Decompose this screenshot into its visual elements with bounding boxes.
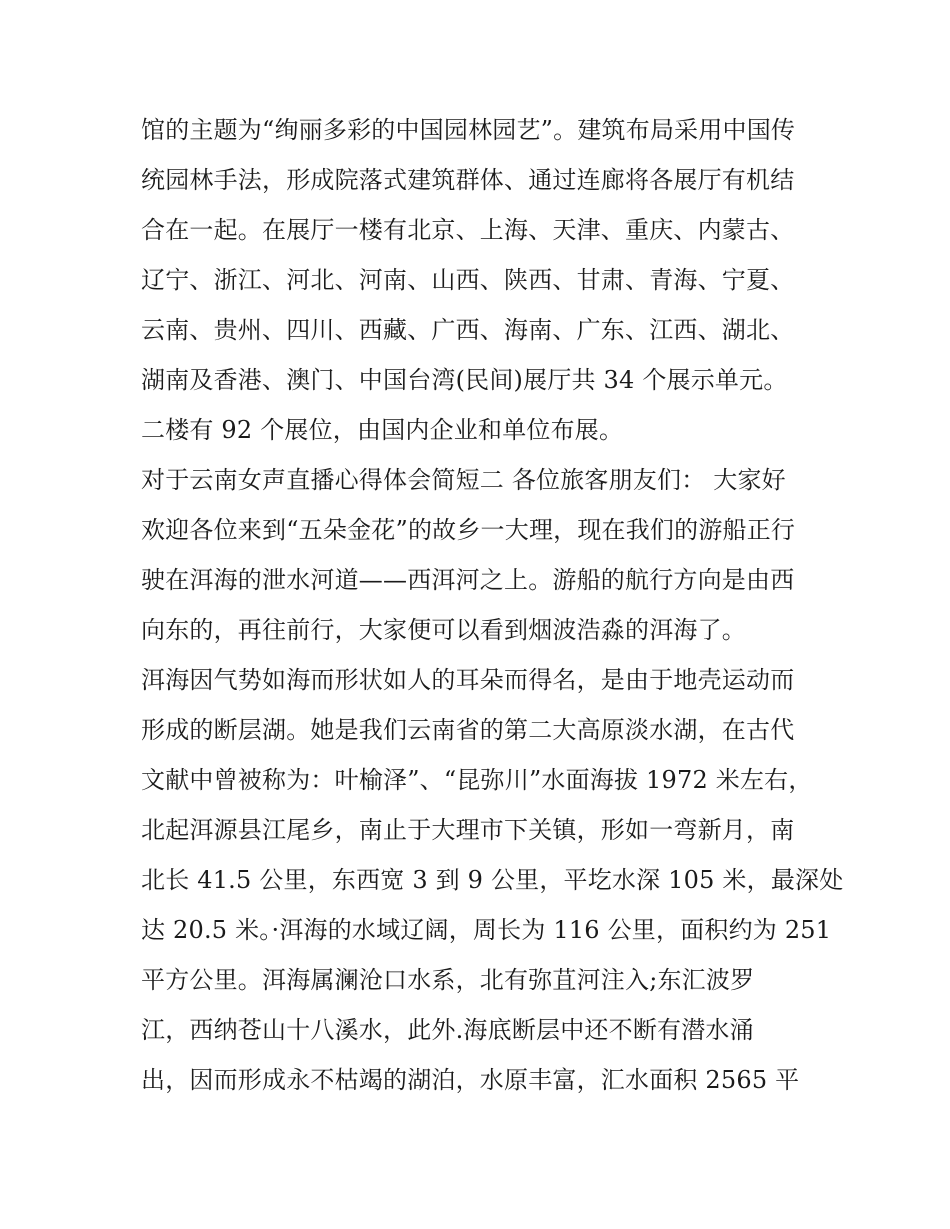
text-line: 江，西纳苍山十八溪水，此外.海底断层中还不断有潜水涌 (141, 1016, 754, 1044)
text-line: 合在一起。在展厅一楼有北京、上海、天津、重庆、内蒙古、 (141, 216, 795, 244)
text-line: 馆的主题为“绚丽多彩的中国园林园艺”。建筑布局采用中国传 (141, 116, 796, 144)
text-line: 辽宁、浙江、河北、河南、山西、陕西、甘肃、青海、宁夏、 (141, 266, 795, 294)
text-line: 对于云南女声直播心得体会简短二 各位旅客朋友们： 大家好 (141, 466, 786, 494)
text-line: 统园林手法，形成院落式建筑群体、通过连廊将各展厅有机结 (141, 166, 795, 194)
text-line: 洱海因气势如海而形状如人的耳朵而得名，是由于地壳运动而 (141, 666, 795, 694)
text-line: 云南、贵州、四川、西藏、广西、海南、广东、江西、湖北、 (141, 316, 795, 344)
text-line: 北长 41.5 公里，东西宽 3 到 9 公里，平圪水深 105 米，最深处 (141, 866, 844, 894)
text-line: 欢迎各位来到“五朵金花”的故乡一大理，现在我们的游船正行 (141, 516, 796, 544)
text-line: 平方公里。洱海属澜沧口水系，北有弥苴河注入;东汇波罗 (141, 966, 755, 994)
text-line: 向东的，再往前行，大家便可以看到烟波浩淼的洱海了。 (141, 616, 746, 644)
text-line: 达 20.5 米。·洱海的水域辽阔，周长为 116 公里，面积约为 251 (141, 916, 832, 944)
text-line: 湖南及香港、澳门、中国台湾(民间)展厅共 34 个展示单元。 (141, 366, 788, 394)
body-text (141, 105, 844, 1105)
text-line: 驶在洱海的泄水河道——西洱河之上。游船的航行方向是由西 (141, 566, 795, 594)
text-line: 北起洱源县江尾乡，南止于大理市下关镇，形如一弯新月，南 (141, 816, 795, 844)
text-line: 出，因而形成永不枯竭的湖泊，水原丰富，汇水面积 2565 平 (141, 1066, 800, 1094)
text-line: 二楼有 92 个展位，由国内企业和单位布展。 (141, 416, 624, 444)
text-line: 形成的断层湖。她是我们云南省的第二大高原淡水湖，在古代 (141, 716, 795, 744)
text-line: 文献中曾被称为：叶榆泽”、“昆弥川”水面海拔 1972 米左右， (141, 766, 813, 794)
